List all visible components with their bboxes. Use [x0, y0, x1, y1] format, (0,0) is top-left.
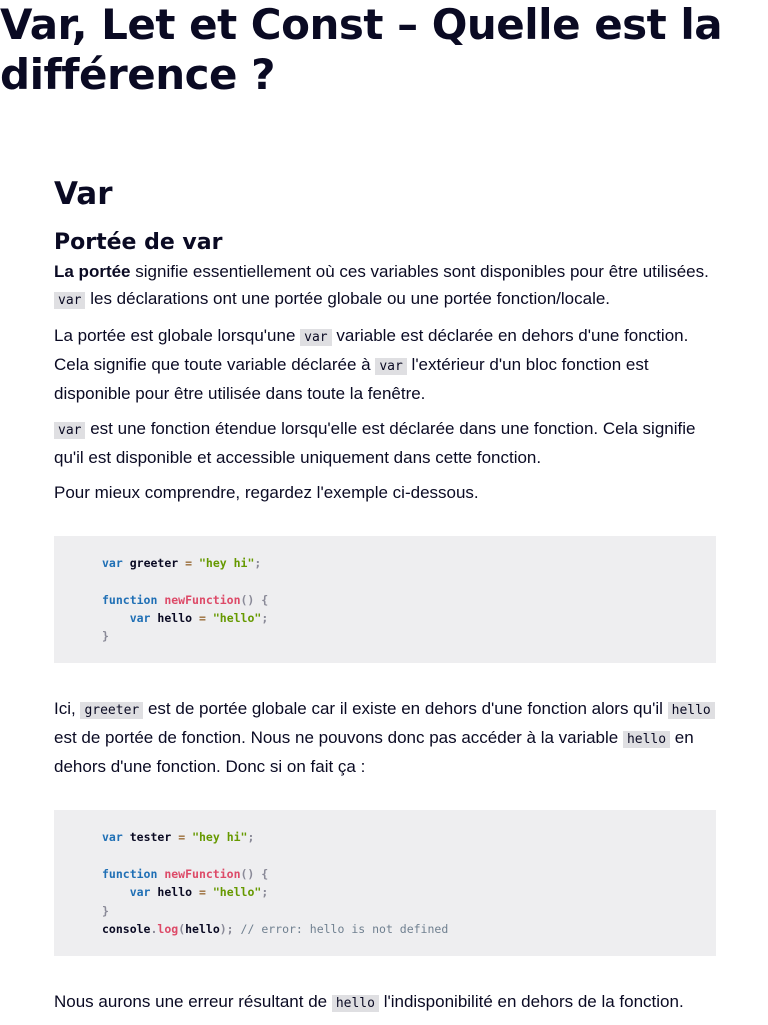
paragraph-text: Ici, — [54, 699, 81, 719]
code-token: } — [102, 903, 109, 918]
paragraph-global-scope — [54, 322, 716, 407]
code-token: = — [178, 830, 186, 845]
code-token: "hey hi" — [192, 830, 248, 845]
inline-code: var — [300, 329, 331, 346]
code-token: log — [157, 921, 179, 936]
paragraph-text: Nous aurons une erreur résultant de — [54, 992, 332, 1012]
code-token: "hello" — [212, 885, 262, 900]
paragraph-text: est une fonction étendue lorsqu'elle est déclarée dans une fonction. Cela signifie qu'il est disponible et accessible uniquement dans cette fonction. — [54, 419, 696, 467]
code-token: ( — [178, 921, 186, 936]
code-token: ; — [261, 610, 269, 625]
paragraph-text: en dehors d'une fonction. Donc si on fait ça : — [54, 728, 694, 777]
paragraph-text: La portée est globale lorsqu'une — [54, 326, 301, 345]
code-token: } — [102, 629, 109, 644]
inline-code: hello — [668, 702, 715, 719]
section-subheading: Portée de var — [54, 230, 223, 255]
paragraph-text: les déclarations ont une portée globale ou une portée fonction/locale. — [85, 289, 611, 308]
inline-code: var — [375, 358, 406, 375]
code-token: ; — [261, 885, 269, 900]
inline-code: greeter — [80, 702, 143, 719]
code-token: tester — [129, 830, 172, 845]
code-token: "hello" — [212, 610, 262, 625]
paragraph-text: est de portée de fonction. Nous ne pouvons donc pas accéder à la variable — [54, 728, 623, 748]
code-token: greeter — [129, 556, 179, 570]
code-token: var — [102, 830, 123, 845]
inline-code: var — [54, 292, 85, 309]
paragraph-text: est de portée globale car il existe en dehors d'une fonction alors qu'il — [143, 699, 668, 719]
code-token: "hey hi" — [199, 556, 255, 570]
code-token: function — [102, 867, 158, 882]
code-token: ); — [219, 921, 234, 936]
code-token: var — [129, 885, 151, 900]
code-token: . — [150, 921, 158, 936]
code-token: hello — [157, 610, 193, 625]
code-token: newFunction — [164, 592, 241, 607]
code-token: () { — [240, 867, 269, 882]
code-token: var — [102, 556, 123, 570]
paragraph-scope-definition — [54, 258, 716, 314]
code-token: = — [198, 885, 206, 900]
paragraph-text: variable est déclarée en dehors d'une fonction. Cela signifie que toute variable déclarée à — [54, 326, 689, 374]
paragraph-function-scope — [54, 415, 716, 471]
paragraph-text: signifie essentiellement où ces variables sont disponibles pour être utilisées. — [130, 262, 709, 281]
bold-term: La portée — [54, 262, 131, 281]
code-token: = — [185, 556, 193, 570]
paragraph-error-note — [54, 988, 716, 1017]
inline-code: hello — [332, 995, 379, 1012]
paragraph-text: l'indisponibilité en dehors de la fonction. — [378, 992, 684, 1012]
article-content — [54, 173, 716, 1025]
code-comment: // error: hello is not defined — [240, 921, 449, 936]
code-token: = — [198, 610, 206, 625]
code-token: ; — [247, 830, 255, 845]
inline-code: var — [54, 422, 85, 439]
code-block-example-1 — [54, 536, 716, 663]
code-token: ; — [254, 556, 262, 570]
paragraph-example-intro: Pour mieux comprendre, regardez l'exemple ci-dessous. — [54, 483, 479, 502]
code-token: newFunction — [164, 867, 241, 882]
code-token: () { — [240, 592, 269, 607]
section-heading: Var — [54, 176, 113, 212]
paragraph-text: l'extérieur d'un bloc fonction est disponible pour être utilisée dans toute la fenêtre. — [54, 355, 649, 403]
code-token: console — [102, 921, 151, 936]
code-token: hello — [157, 885, 193, 900]
code-token: function — [102, 592, 158, 607]
code-token: hello — [185, 921, 220, 936]
code-token: var — [129, 610, 151, 625]
paragraph-explanation — [54, 695, 716, 780]
page-title: Var, Let et Const – Quelle est la différence ? — [0, 0, 723, 99]
code-block-example-2 — [54, 810, 716, 956]
inline-code: hello — [623, 731, 670, 748]
